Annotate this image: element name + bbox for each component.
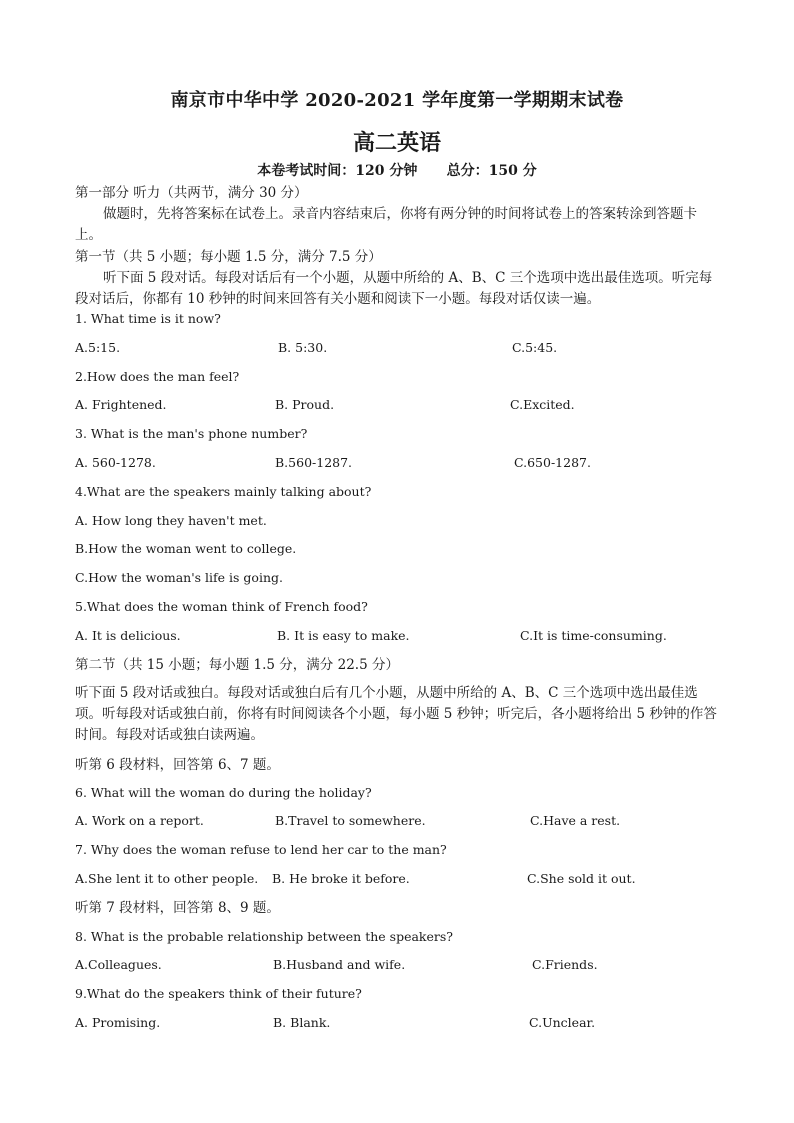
question-7-option-c: C.She sold it out. [527, 871, 636, 886]
question-6-option-c: C.Have a rest. [530, 813, 621, 828]
question-4-option-b: B.How the woman went to college. [75, 541, 297, 556]
question-8-option-b: B.Husband and wife. [273, 957, 406, 972]
question-9-option-b: B. Blank. [273, 1015, 331, 1030]
part1-instruction [75, 204, 720, 246]
part1-heading: 第一部分 听力（共两节，满分 30 分） [75, 185, 308, 201]
question-1: 1. What time is it now? [75, 311, 221, 326]
question-8: 8. What is the probable relationship between the speakers? [75, 929, 453, 944]
question-9: 9.What do the speakers think of their future? [75, 986, 362, 1001]
question-1-option-c: C.5:45. [512, 340, 558, 355]
question-4-option-a: A. How long they haven't met. [75, 513, 267, 528]
section2-instruction: 听下面 5 段对话或独白。每段对话或独白后有几个小题，从题中所给的 A、B、C 三个选项中选出最佳选项。听每段对话或独白前，你将有时间阅读各个小题，每小题 5 秒钟；听完后，各小题将给出 5 秒钟的作答时间。每段对话或独白读两遍。 [75, 685, 717, 743]
exam-meta: 本卷考试时间：120 分钟 总分：150 分 [257, 163, 537, 179]
question-1-option-b: B. 5:30. [278, 340, 328, 355]
question-2-option-c: C.Excited. [510, 397, 575, 412]
question-6-option-a: A. Work on a report. [75, 813, 204, 828]
question-2-option-b: B. Proud. [275, 397, 335, 412]
question-8-option-c: C.Friends. [532, 957, 598, 972]
question-6-option-b: B.Travel to somewhere. [275, 813, 426, 828]
question-9-option-a: A. Promising. [75, 1015, 161, 1030]
question-7: 7. Why does the woman refuse to lend her car to the man? [75, 842, 447, 857]
question-2-option-a: A. Frightened. [75, 397, 167, 412]
section1-instruction [75, 268, 720, 310]
question-5-option-a: A. It is delicious. [75, 628, 181, 643]
question-5-option-b: B. It is easy to make. [277, 628, 410, 643]
question-4: 4.What are the speakers mainly talking about? [75, 484, 372, 499]
section2-heading: 第二节（共 15 小题；每小题 1.5 分，满分 22.5 分） [75, 657, 399, 673]
question-3-option-c: C.650-1287. [514, 455, 591, 470]
question-7-option-b: B. He broke it before. [272, 871, 410, 886]
question-5: 5.What does the woman think of French food? [75, 599, 368, 614]
material-6-note: 听第 6 段材料，回答第 6、7 题。 [75, 757, 280, 773]
question-3: 3. What is the man's phone number? [75, 426, 308, 441]
question-1-option-a: A.5:15. [75, 340, 121, 355]
question-3-option-b: B.560-1287. [275, 455, 353, 470]
section1-instruction-text: 听下面 5 段对话。每段对话后有一个小题，从题中所给的 A、B、C 三个选项中选出最佳选项。听完每段对话后，你都有 10 秒钟的时间来回答有关小题和阅读下一小题。每段对话仅读一遍。 [75, 270, 713, 307]
question-5-option-c: C.It is time-consuming. [520, 628, 667, 643]
question-9-option-c: C.Unclear. [529, 1015, 596, 1030]
question-8-option-a: A.Colleagues. [75, 957, 162, 972]
part1-instruction-text: 做题时，先将答案标在试卷上。录音内容结束后，你将有两分钟的时间将试卷上的答案转涂到答题卡上。 [75, 206, 697, 243]
exam-subject: 高二英语 [352, 130, 441, 156]
section1-heading: 第一节（共 5 小题；每小题 1.5 分，满分 7.5 分） [75, 249, 382, 265]
question-2: 2.How does the man feel? [75, 369, 240, 384]
question-7-option-a: A.She lent it to other people. [75, 871, 259, 886]
question-3-option-a: A. 560-1278. [75, 455, 156, 470]
question-6: 6. What will the woman do during the holiday? [75, 785, 372, 800]
material-7-note: 听第 7 段材料，回答第 8、9 题。 [75, 900, 280, 916]
question-4-option-c: C.How the woman's life is going. [75, 570, 283, 585]
exam-title: 南京市中华中学 2020-2021 学年度第一学期期末试卷 [170, 90, 624, 111]
